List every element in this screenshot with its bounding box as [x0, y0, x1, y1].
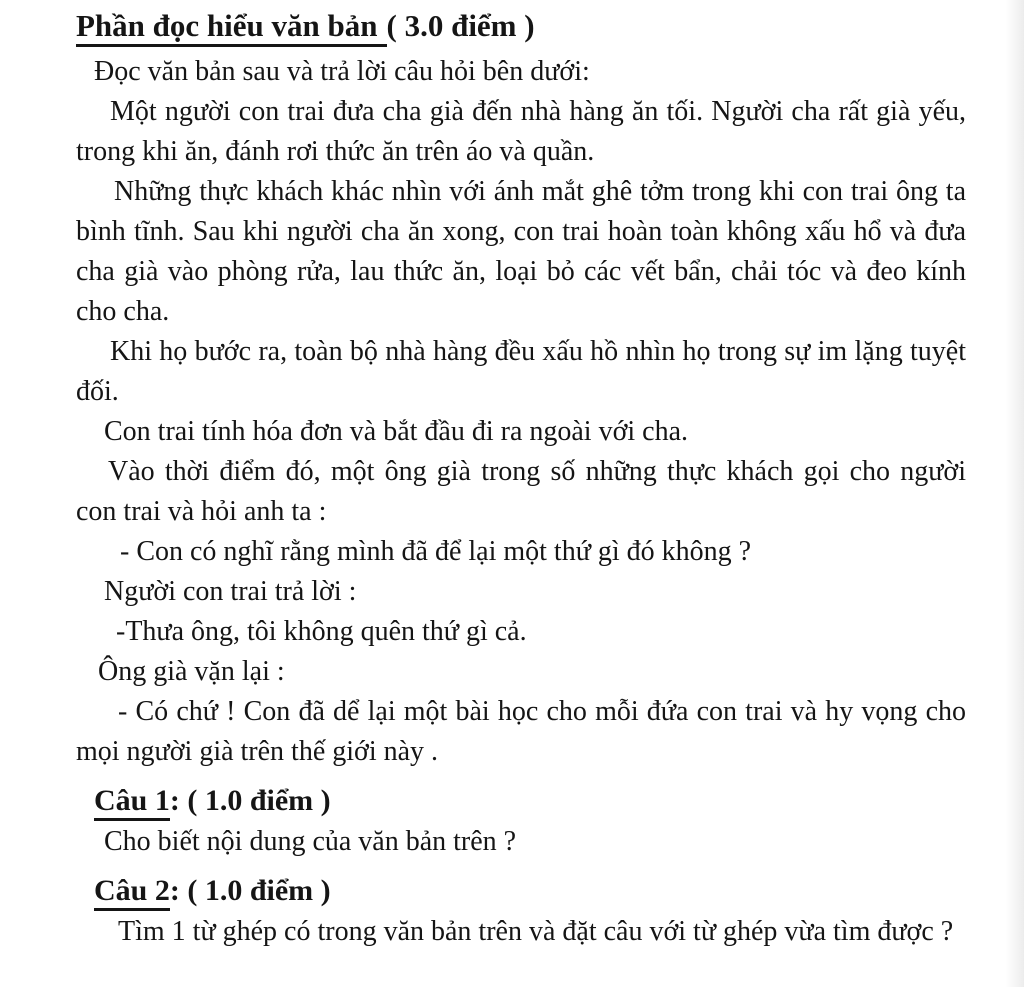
dialog-line-old-man-question: - Con có nghĩ rằng mình đã để lại một thứ gì đó không ?	[120, 536, 752, 567]
narration-old-man-retorts: Ông già vặn lại :	[98, 656, 285, 687]
question-2-text: Tìm 1 từ ghép có trong văn bản trên và đặt câu với từ ghép vừa tìm được ?	[118, 916, 954, 947]
passage-paragraph-2: Những thực khách khác nhìn với ánh mắt ghê tởm trong khi con trai ông ta bình tĩnh. Sau khi người cha ăn xong, con trai hoàn toàn không xấu hổ và đưa cha già vào phòng rửa, lau thức ăn, loại bỏ các vết bẩn, chải tóc và đeo kính cho cha.	[76, 176, 966, 327]
dialog-line-old-man-lesson: - Có chứ ! Con đã dể lại một bài học cho mỗi đứa con trai và hy vọng cho mọi người già trên thế giới này .	[76, 696, 966, 767]
section-title: Phần đọc hiểu văn bản	[76, 8, 387, 47]
section-heading	[76, 4, 966, 48]
question-2-points: : ( 1.0 điểm )	[169, 874, 331, 907]
question-1-text: Cho biết nội dung của văn bản trên ?	[104, 826, 517, 857]
question-1-heading	[94, 780, 966, 822]
passage-paragraph-5: Vào thời điểm đó, một ông già trong số những thực khách gọi cho người con trai và hỏi anh ta :	[76, 456, 966, 527]
section-points: ( 3.0 điểm )	[386, 8, 535, 43]
question-2-label: Câu 2	[94, 874, 170, 911]
passage-paragraph-3: Khi họ bước ra, toàn bộ nhà hàng đều xấu hồ nhìn họ trong sự im lặng tuyệt đối.	[76, 336, 966, 407]
question-2-heading	[94, 870, 966, 912]
passage-paragraph-4: Con trai tính hóa đơn và bắt đầu đi ra ngoài với cha.	[104, 416, 689, 447]
passage-paragraph-1: Một người con trai đưa cha già đến nhà hàng ăn tối. Người cha rất già yếu, trong khi ăn, đánh rơi thức ăn trên áo và quần.	[76, 96, 966, 167]
question-1-label: Câu 1	[94, 784, 170, 821]
dialog-line-son-answer: -Thưa ông, tôi không quên thứ gì cả.	[116, 616, 527, 647]
question-1-points: : ( 1.0 điểm )	[169, 784, 331, 817]
narration-son-replies: Người con trai trả lời :	[104, 576, 357, 607]
intro-line: Đọc văn bản sau và trả lời câu hỏi bên dưới:	[94, 56, 590, 87]
